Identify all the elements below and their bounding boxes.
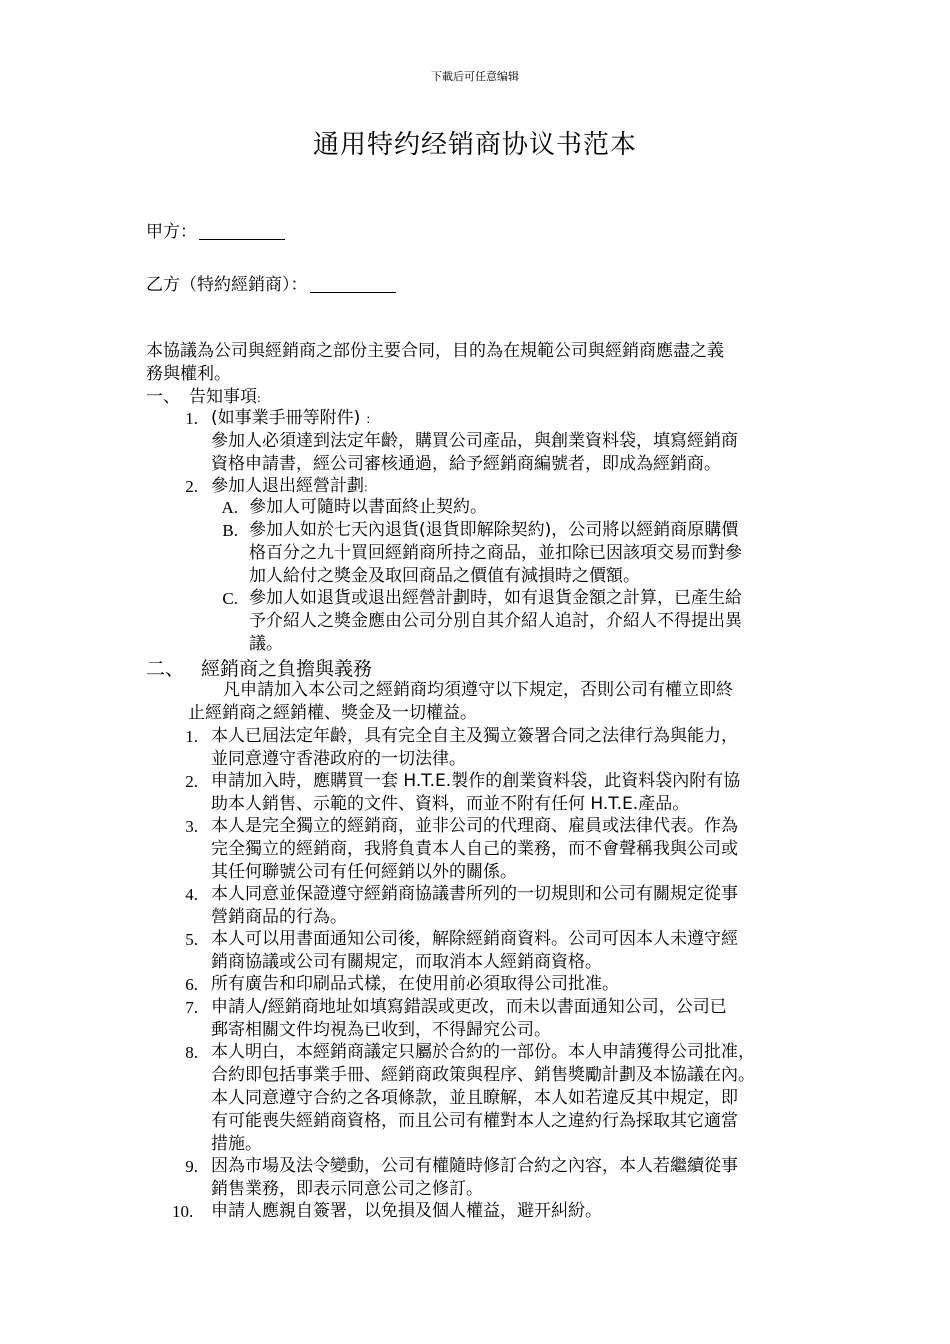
s1-item1-title-text: (如事業手冊等附件) <box>211 408 361 428</box>
s2-item-line: 營銷商品的行為。 <box>211 907 347 927</box>
intro-line: 務與權利。 <box>146 364 231 384</box>
s2-item-line: 申請人/經銷商地址如填寫錯誤或更改，而未以書面通知公司，公司已 <box>211 997 727 1017</box>
party-b-line <box>146 270 396 295</box>
s1-sub-line: 加人給付之獎金及取回商品之價值有減損時之價額。 <box>249 566 640 586</box>
s2-item-line: 完全獨立的經銷商，我將負責本人自己的業務，而不會聲稱我與公司或 <box>211 839 738 859</box>
party-a-blank <box>199 222 285 240</box>
s1-item1-line: 資格申請書，經公司審核通過，給予經銷商編號者，即成為經銷商。 <box>211 454 721 474</box>
s1-item1-title-colon: : <box>366 412 371 426</box>
s2-item-number: 3. <box>185 817 198 836</box>
section1-heading-text: 告知事項 <box>189 387 257 407</box>
header-note: 下載后可任意编辑 <box>431 70 519 83</box>
s2-item-line: 本人已屆法定年齡，具有完全自主及獨立簽署合同之法律行為與能力， <box>211 726 738 746</box>
s2-item-line: 銷售業務，即表示同意公司之修訂。 <box>211 1179 483 1199</box>
s2-item-number: 10. <box>172 1202 194 1221</box>
party-a-label: 甲方： <box>146 222 197 242</box>
s2-item-line: 銷商協議或公司有關規定，而取消本人經銷商資格。 <box>211 952 602 972</box>
s2-item-line: 郵寄相關文件均視為已收到，不得歸究公司。 <box>211 1020 551 1040</box>
s1-item2-title-text: 參加人退出經營計劃 <box>211 476 364 496</box>
s2-item-number: 6. <box>185 975 198 994</box>
s2-item-line: 措施。 <box>211 1134 262 1154</box>
s1-sub-letter: B. <box>222 521 238 540</box>
s2-item-line: 所有廣告和印刷品式樣，在使用前必須取得公司批准。 <box>211 974 619 994</box>
s2-item-number: 2. <box>185 772 198 791</box>
s1-sub-line: 參加人如於七天內退貨(退貨即解除契約)，公司將以經銷商原購價 <box>249 520 739 540</box>
party-b-blank <box>310 275 396 293</box>
s1-item2-title-colon: : <box>364 481 368 494</box>
s2-intro-line: 凡申請加入本公司之經銷商均須遵守以下規定，否則公司有權立即終 <box>223 680 733 700</box>
s2-item-line: 申請人應親自簽署，以免損及個人權益，避开糾紛。 <box>211 1201 602 1221</box>
document-title: 通用特约经销商协议书范本 <box>312 130 637 160</box>
s2-item-number: 8. <box>185 1043 198 1062</box>
s1-item-number: 2. <box>185 477 198 496</box>
s2-item-line: 本人明白，本經銷商議定只屬於合約的一部份。本人申請獲得公司批准， <box>211 1042 755 1062</box>
s1-item1-line: 參加人必須達到法定年齡，購買公司產品，與創業資料袋，填寫經銷商 <box>211 431 738 451</box>
s1-sub-line: 格百分之九十買回經銷商所持之商品，並扣除已因該項交易而對參 <box>249 543 742 563</box>
s2-item-line: 本人同意遵守合約之各項條款，並且瞭解，本人如若違反其中規定，即 <box>211 1088 738 1108</box>
s1-item1-title <box>211 407 370 431</box>
s1-sub-line: 參加人如退貨或退出經營計劃時，如有退貨金額之計算，已產生給 <box>249 588 742 608</box>
s1-item-number: 1. <box>185 409 198 428</box>
section2-heading: 經銷商之負擔與義務 <box>201 658 373 680</box>
s2-item-line: 因為市場及法令變動，公司有權隨時修訂合約之內容，本人若繼續從事 <box>211 1156 738 1176</box>
s2-item-number: 5. <box>185 930 198 949</box>
s2-item-number: 4. <box>185 885 198 904</box>
party-b-label: 乙方（特約經銷商）： <box>146 275 308 295</box>
s2-item-line: 本人是完全獨立的經銷商，並非公司的代理商、雇員或法律代表。作為 <box>211 816 738 836</box>
s1-sub-line: 參加人可隨時以書面終止契約。 <box>249 497 487 517</box>
section1-heading-colon: : <box>257 392 261 405</box>
s2-item-line: 助本人銷售、示範的文件、資料，而並不附有任何 H.T.E.產品。 <box>211 794 690 814</box>
s2-item-line: 本人同意並保證遵守經銷商協議書所列的一切規則和公司有關規定從事 <box>211 884 738 904</box>
s2-item-number: 9. <box>185 1157 198 1176</box>
s1-sub-letter: C. <box>222 589 238 608</box>
s2-item-line: 其任何聯號公司有任何經銷以外的關係。 <box>211 862 517 882</box>
section1-marker: 一、 <box>146 387 180 407</box>
s1-sub-line: 議。 <box>249 634 283 654</box>
s2-item-line: 合約即包括事業手冊、經銷商政策與程序、銷售獎勵計劃及本協議在內。 <box>211 1065 755 1085</box>
s2-intro-line: 止經銷商之經銷權、獎金及一切權益。 <box>188 703 477 723</box>
s1-sub-letter: A. <box>221 498 238 517</box>
s2-item-line: 本人可以用書面通知公司後，解除經銷商資料。公司可因本人未遵守經 <box>211 929 738 949</box>
section2-marker: 二、 <box>146 658 185 680</box>
s2-item-number: 7. <box>185 998 198 1017</box>
s2-item-line: 有可能喪失經銷商資格，而且公司有權對本人之違約行為採取其它適當 <box>211 1111 738 1131</box>
s2-item-line: 並同意遵守香港政府的一切法律。 <box>211 749 466 769</box>
s2-item-number: 1. <box>185 727 198 746</box>
s1-sub-line: 予介紹人之獎金應由公司分別自其介紹人追討，介紹人不得提出異 <box>249 611 742 631</box>
s2-item-line: 申請加入時，應購買一套 H.T.E.製作的創業資料袋，此資料袋內附有協 <box>211 771 741 791</box>
party-a-line <box>146 217 285 242</box>
intro-line: 本協議為公司與經銷商之部份主要合同，目的為在規範公司與經銷商應盡之義 <box>146 341 724 361</box>
